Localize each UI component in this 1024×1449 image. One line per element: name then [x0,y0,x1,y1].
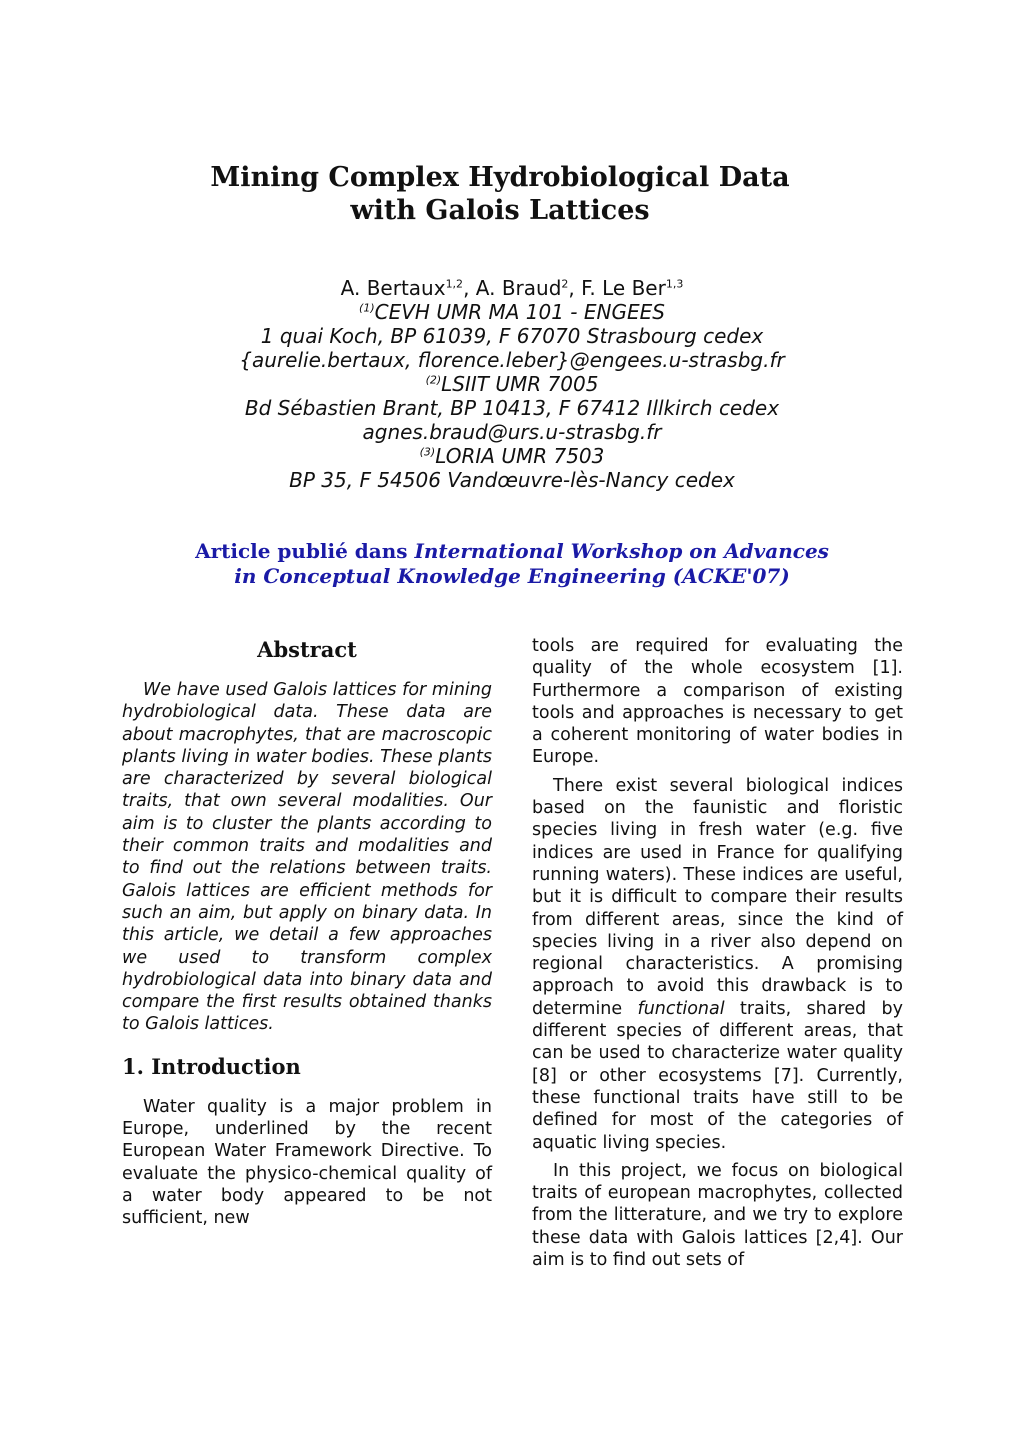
affiliation-address: 1 quai Koch, BP 61039, F 67070 Strasbourg cedex [260,324,764,348]
author-affiliation-mark: 1,3 [665,277,684,291]
right-column [532,635,903,1271]
left-column [122,635,492,1230]
affiliation-email: agnes.braud@urs.u-strasbg.fr [362,420,662,444]
author-name: A. Bertaux [340,276,446,300]
affiliation-name: $^{(2)}$LSIIT UMR 7005 [425,372,599,396]
abstract-heading: Abstract [257,637,357,662]
affiliation-name: $^{(1)}$CEVH UMR MA 101 - ENGEES [359,300,665,324]
intro-paragraph-1: Water quality is a major problem in Europe, underlined by the recent European Water Framework Directive. To evaluate the physico-chemical quality of a water body appeared to be not sufficient, new [122,1096,492,1229]
emphasis-functional: functional [637,998,725,1019]
title-line-2: with Galois Lattices [350,195,650,226]
abstract-text: We have used Galois lattices for mining hydrobiological data. These data are about macrophytes, that are macroscopic plants living in water bodies. These plants are characterized by several biological traits, that own several modalities. Our aim is to cluster the plants according to their common traits and modalities and to find out the relations between traits. Galois lattices are efficient methods for such an aim, but apply on binary data. In this article, we detail a few approaches we used to transform complex hydrobiological data into binary data and compare the first results obtained thanks to Galois lattices. [122,680,492,1035]
author-block [0,276,1024,492]
publication-prefix: Article publié dans [195,539,415,563]
publication-note [0,539,1024,589]
affiliation-address: Bd Sébastien Brant, BP 10413, F 67412 Illkirch cedex [244,396,780,420]
author-name: , A. Braud [463,276,562,300]
author-affiliation-mark: 1,2 [445,277,464,291]
affiliation-address: BP 35, F 54506 Vandœuvre-lès-Nancy cedex [289,468,735,492]
introduction-heading: 1. Introduction [122,1053,301,1079]
author-name: , F. Le Ber [568,276,666,300]
title-line-1: Mining Complex Hydrobiological Data [210,162,790,193]
paper-title [0,161,1000,227]
affiliation-mark: (1) [359,301,375,315]
affiliation-mark: (2) [425,373,442,387]
intro-paragraph-3: In this project, we focus on biological traits of european macrophytes, collected from the litterature, and we try to explore these data with Galois lattices [2,4]. Our aim is to find out sets of [532,1160,903,1271]
publication-venue: in Conceptual Knowledge Engineering (ACKE'07) [234,564,790,588]
affiliation-name: $^{(3)}$LORIA UMR 7503 [419,444,605,468]
author-affiliation-mark: 2 [561,277,569,291]
author-list [0,276,1024,300]
publication-venue: International Workshop on Advances [414,539,829,563]
intro-paragraph-1-continued: tools are required for evaluating the quality of the whole ecosystem [1]. Furthermore a comparison of existing tools and approaches is necessary to get a coherent monitoring of water bodies in Europe. [532,636,903,768]
affiliation-email: {aurelie.bertaux, florence.leber}@engees.u-strasbg.fr [239,348,785,372]
intro-paragraph-2: There exist several biological indices based on the faunistic and floristic species living in fresh water (e.g. five indices are used in France for qualifying running waters). These indices are useful, but it is difficult to compare their results from different areas, since the kind of species living in a river also depend on regional characteristics. A promising approach to avoid this drawback is to determine functional traits, shared by different species of different areas, that can be used to characterize water quality [8] or other ecosystems [7]. Currently, these functional traits have still to be defined for most of the categories of aquatic living species. [532,775,903,1153]
affiliation-mark: (3) [419,445,436,459]
